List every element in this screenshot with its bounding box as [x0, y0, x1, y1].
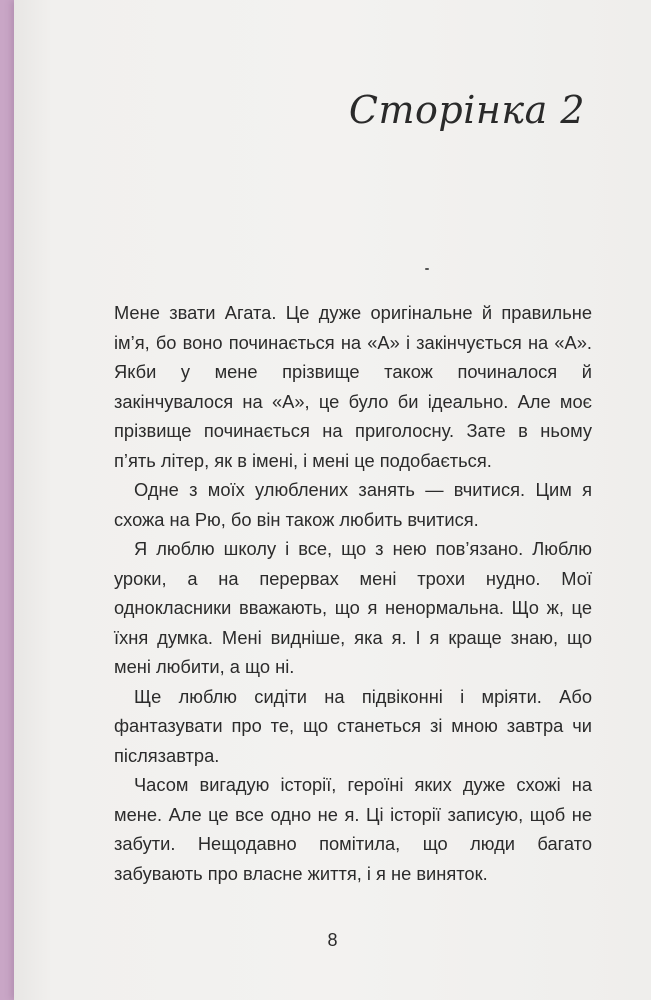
paragraph: Мене звати Агата. Це дуже оригінальне й правильне ім’я, бо воно починається на «А» і закінчується на «А». Якби у мене прізвище також починалося й закінчувалося на «А», це було би ідеально. Але моє прізвище починається на приголосну. Зате в ньому п’ять літер, як в імені, і мені це подобається.: [114, 302, 592, 471]
page-number: 8: [327, 930, 338, 950]
body-text: [114, 298, 592, 888]
paragraph: Одне з моїх улюблених занять — вчитися. Цим я схожа на Рю, бо він також любить вчитися.: [114, 479, 592, 530]
paragraph: Я люблю школу і все, що з нею пов’язано. Люблю уроки, а на перервах мені трохи нудно. Мої однокласники вважають, що я ненормальна. Що ж, це їхня думка. Мені видніше, яка я. І я краще знаю, що мені любити, а що ні.: [114, 538, 592, 677]
book-page: [14, 0, 651, 1000]
paragraph: Часом вигадую історії, героїні яких дуже схожі на мене. Але це все одно не я. Ці історії записую, щоб не забути. Нещодавно помітила, що люди багато забувають про власне життя, і я не виняток.: [114, 774, 592, 884]
chapter-title: Сторінка 2: [348, 88, 585, 132]
decorative-dot: [425, 268, 429, 270]
paragraph: Ще люблю сидіти на підвіконні і мріяти. Або фантазувати про те, що станеться зі мною завтра чи післязавтра.: [114, 685, 592, 766]
